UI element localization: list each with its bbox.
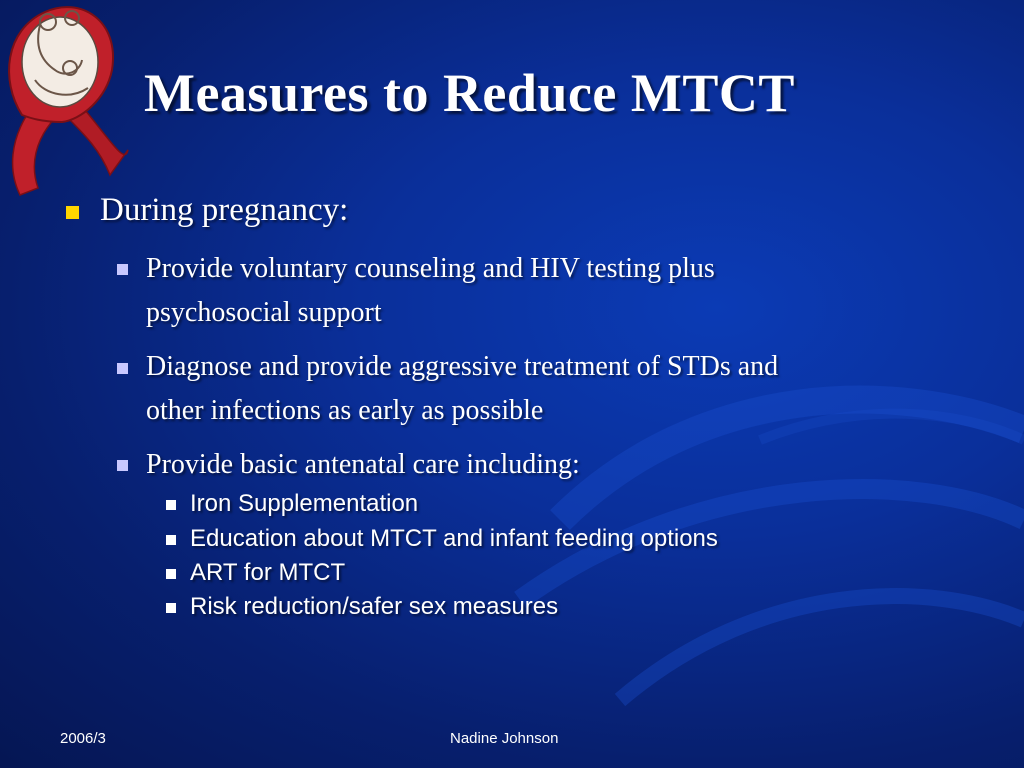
slide-title: Measures to Reduce MTCT	[144, 63, 795, 123]
bullet-square-icon	[117, 460, 128, 471]
bullet-counseling-line2: psychosocial support	[146, 297, 382, 328]
bullet-antenatal-care: Provide basic antenatal care including:	[146, 449, 580, 480]
footer-author: Nadine Johnson	[450, 730, 559, 747]
bullet-iron-supplementation: Iron Supplementation	[190, 490, 419, 517]
bullet-square-icon	[117, 363, 128, 374]
bullet-counseling-line1: Provide voluntary counseling and HIV testing plus	[146, 253, 715, 284]
bullet-square-icon	[66, 206, 79, 219]
red-ribbon-logo	[0, 0, 135, 200]
bullet-square-icon	[117, 264, 128, 275]
bullet-education-mtct: Education about MTCT and infant feeding options	[190, 525, 718, 552]
bullet-std-treatment-line2: other infections as early as possible	[146, 395, 544, 426]
bullet-square-icon	[166, 569, 176, 579]
bullet-art-for-mtct: ART for MTCT	[190, 559, 346, 586]
bullet-square-icon	[166, 535, 176, 545]
bullet-square-icon	[166, 500, 176, 510]
bullet-risk-reduction: Risk reduction/safer sex measures	[190, 593, 559, 620]
bullet-during-pregnancy: During pregnancy:	[100, 192, 349, 228]
bullet-square-icon	[166, 603, 176, 613]
bullet-std-treatment-line1: Diagnose and provide aggressive treatment of STDs and	[146, 351, 779, 382]
footer-date: 2006/3	[60, 730, 106, 747]
